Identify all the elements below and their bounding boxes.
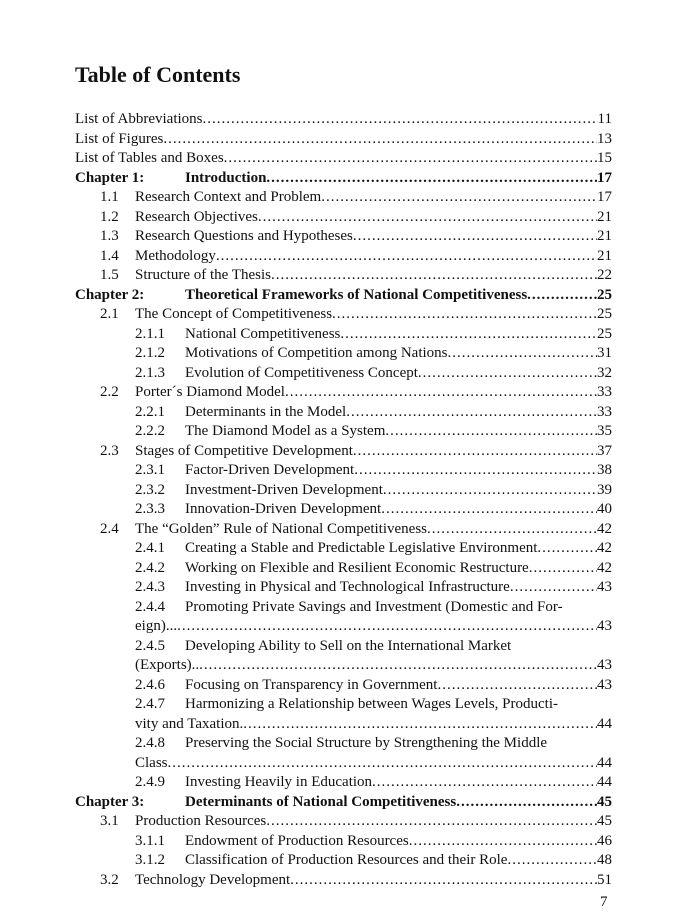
toc-entry-title: Focusing on Transparency in Government xyxy=(185,676,438,693)
toc-entry-number: 2.1 xyxy=(100,306,119,322)
toc-entry[interactable] xyxy=(75,461,612,481)
dot-leader xyxy=(456,793,597,813)
toc-entry-number: 2.3.3 xyxy=(135,501,165,517)
dot-leader xyxy=(372,773,597,793)
toc-entry[interactable] xyxy=(75,793,612,813)
toc-entry-title: Harmonizing a Relationship between Wages Levels, Producti- xyxy=(185,696,559,712)
toc-entry-page: 35 xyxy=(597,423,612,439)
toc-entry-title: National Competitiveness xyxy=(185,325,341,342)
toc-entry-page: 39 xyxy=(597,481,612,498)
toc-entry-page: 33 xyxy=(597,384,612,400)
toc-entry[interactable] xyxy=(75,422,612,442)
page-title: Table of Contents xyxy=(75,62,241,87)
toc-entry-page: 25 xyxy=(597,286,612,303)
toc-entry-title: Stages of Competitive Development xyxy=(135,442,353,459)
toc-entry-title: Production Resources xyxy=(135,813,267,829)
dot-leader xyxy=(340,325,597,345)
toc-entry-page: 15 xyxy=(597,150,612,166)
toc-entry[interactable] xyxy=(75,812,612,832)
toc-entry[interactable] xyxy=(75,442,612,462)
toc-entry-title: Working on Flexible and Resilient Economic Restructure xyxy=(185,559,529,576)
toc-entry-page: 21 xyxy=(597,228,612,244)
dot-leader xyxy=(448,344,598,364)
toc-entry-title: List of Abbreviations xyxy=(75,111,203,127)
toc-entry-number: 2.2.2 xyxy=(135,423,165,439)
toc-entry-number: 2.2 xyxy=(100,384,119,400)
toc-entry-title: Structure of the Thesis xyxy=(135,267,271,283)
toc-entry-title: Developing Ability to Sell on the International Market xyxy=(185,637,512,654)
toc-entry-number: 2.3.1 xyxy=(135,462,165,478)
toc-entry-title: Determinants of National Competitiveness xyxy=(185,793,457,810)
toc-entry-title: Determinants in the Model xyxy=(185,403,347,420)
dot-leader xyxy=(346,403,597,423)
toc-entry-page: 43 xyxy=(597,676,612,693)
page-number: 7 xyxy=(600,894,608,910)
toc-entry-number: 2.4.6 xyxy=(135,676,165,693)
toc-entry-number: 2.4.9 xyxy=(135,774,165,790)
toc-entry-title: List of Tables and Boxes xyxy=(75,150,224,166)
toc-entry-title-continued: (Exports).. xyxy=(135,657,200,673)
toc-entry-page: 25 xyxy=(597,325,612,342)
toc-entry-title: Investing Heavily in Education xyxy=(185,774,373,790)
dot-leader xyxy=(353,442,597,462)
toc-entry-title: Factor-Driven Development xyxy=(185,462,355,478)
toc-entry-page: 42 xyxy=(597,559,612,576)
dot-leader xyxy=(507,851,597,871)
toc-entry[interactable] xyxy=(75,227,612,247)
toc-entry-page: 33 xyxy=(597,403,612,420)
toc-entry[interactable] xyxy=(75,208,612,228)
dot-leader xyxy=(418,364,597,384)
toc-entry[interactable] xyxy=(75,344,612,364)
toc-entry-page: 44 xyxy=(597,715,612,732)
toc-entry-number: 2.4 xyxy=(100,520,119,537)
dot-leader xyxy=(427,520,597,540)
dot-leader xyxy=(381,500,597,520)
toc-entry-title-continued: eign)... xyxy=(135,618,178,634)
toc-entry-title: Classification of Production Resources and their Role xyxy=(185,852,508,868)
toc-entry-continuation[interactable] xyxy=(75,656,612,676)
dot-leader xyxy=(383,481,597,501)
toc-entry-page: 44 xyxy=(597,774,612,790)
toc-entry-page: 17 xyxy=(597,169,612,186)
toc-entry[interactable] xyxy=(75,247,612,267)
toc-entry-page: 42 xyxy=(597,520,612,537)
table-of-contents xyxy=(75,110,612,890)
toc-entry-page: 42 xyxy=(597,540,612,556)
toc-entry[interactable] xyxy=(75,364,612,384)
toc-entry-page: 43 xyxy=(597,579,612,595)
dot-leader xyxy=(332,305,597,325)
dot-leader xyxy=(353,227,597,247)
toc-entry-title: Endowment of Production Resources xyxy=(185,832,409,849)
dot-leader xyxy=(258,208,597,228)
toc-entry-title: Technology Development xyxy=(135,871,291,888)
toc-entry-title: Investment-Driven Development xyxy=(185,481,383,498)
toc-entry-page: 46 xyxy=(597,832,612,849)
toc-entry-title-continued: vity and Taxation. xyxy=(135,715,244,732)
toc-entry[interactable] xyxy=(75,559,612,579)
toc-entry-title: Promoting Private Savings and Investment (Domestic and For- xyxy=(185,598,563,615)
toc-entry-continuation[interactable] xyxy=(75,715,612,735)
toc-entry[interactable] xyxy=(75,169,612,189)
toc-entry-page: 43 xyxy=(597,657,612,673)
toc-entry[interactable] xyxy=(75,286,612,306)
toc-entry[interactable] xyxy=(75,539,612,559)
toc-entry-title: Methodology xyxy=(135,247,216,264)
toc-entry-title: Evolution of Competitiveness Concept xyxy=(185,364,418,381)
toc-entry-title: List of Figures xyxy=(75,130,164,147)
toc-entry-title: The Concept of Competitiveness xyxy=(135,306,333,322)
toc-entry-page: 43 xyxy=(597,618,612,634)
dot-leader xyxy=(203,110,598,130)
toc-entry-number: 2.4.4 xyxy=(135,598,165,615)
toc-entry-number: 2.4.1 xyxy=(135,540,165,556)
dot-leader xyxy=(527,286,597,306)
toc-entry-page: 21 xyxy=(597,247,612,264)
toc-entry-title: Porter´s Diamond Model xyxy=(135,384,285,400)
toc-entry-page: 11 xyxy=(597,111,612,127)
toc-entry-number: 3.1 xyxy=(100,813,119,829)
toc-entry-number: 2.1.3 xyxy=(135,364,165,381)
toc-entry-title: Innovation-Driven Development xyxy=(185,501,382,517)
dot-leader xyxy=(271,266,597,286)
toc-entry-title: Research Objectives xyxy=(135,208,258,225)
toc-entry-page: 25 xyxy=(597,306,612,322)
toc-entry-number: 3.1.1 xyxy=(135,832,165,849)
toc-entry-continuation[interactable] xyxy=(75,617,612,637)
toc-entry-page: 31 xyxy=(597,345,612,361)
toc-entry-number: 1.3 xyxy=(100,228,119,244)
toc-entry-title: Research Questions and Hypotheses xyxy=(135,228,353,244)
dot-leader xyxy=(354,461,597,481)
toc-entry[interactable] xyxy=(75,520,612,540)
toc-entry-page: 38 xyxy=(597,462,612,478)
toc-entry[interactable] xyxy=(75,110,612,130)
toc-entry-page: 21 xyxy=(597,208,612,225)
dot-leader xyxy=(177,617,597,637)
toc-entry-number: 2.2.1 xyxy=(135,403,165,420)
dot-leader xyxy=(266,169,597,189)
toc-entry-title: Theoretical Frameworks of National Competitiveness xyxy=(185,286,528,303)
dot-leader xyxy=(243,715,597,735)
toc-entry-number: 1.2 xyxy=(100,208,119,225)
toc-entry-number: 3.1.2 xyxy=(135,852,165,868)
toc-entry-continuation[interactable] xyxy=(75,754,612,774)
toc-entry-page: 45 xyxy=(597,793,612,810)
dot-leader xyxy=(199,656,597,676)
dot-leader xyxy=(168,754,597,774)
toc-entry[interactable] xyxy=(75,383,612,403)
toc-entry-title: Research Context and Problem xyxy=(135,189,322,205)
toc-entry-number: Chapter 2: xyxy=(75,286,145,303)
toc-entry[interactable] xyxy=(75,481,612,501)
toc-entry-page: 32 xyxy=(597,364,612,381)
toc-entry-number: 2.3 xyxy=(100,442,119,459)
toc-entry-number: 1.1 xyxy=(100,189,119,205)
toc-entry-number: 2.1.1 xyxy=(135,325,165,342)
toc-entry-title: Preserving the Social Structure by Strengthening the Middle xyxy=(185,735,548,751)
toc-entry[interactable] xyxy=(75,773,612,793)
dot-leader xyxy=(266,812,597,832)
dot-leader xyxy=(216,247,597,267)
toc-entry[interactable] xyxy=(75,676,612,696)
dot-leader xyxy=(321,188,597,208)
toc-entry-title: The Diamond Model as a System xyxy=(185,423,386,439)
toc-entry-page: 51 xyxy=(597,871,612,888)
toc-entry-title: Investing in Physical and Technological Infrastructure xyxy=(185,579,510,595)
toc-entry[interactable] xyxy=(75,188,612,208)
dot-leader xyxy=(510,578,597,598)
toc-entry[interactable] xyxy=(75,851,612,871)
toc-entry-page: 44 xyxy=(597,754,612,771)
toc-entry-number: 2.4.8 xyxy=(135,735,165,751)
toc-entry-page: 48 xyxy=(597,852,612,868)
toc-entry-title: Motivations of Competition among Nations xyxy=(185,345,448,361)
dot-leader xyxy=(224,149,597,169)
toc-entry-number: 3.2 xyxy=(100,871,119,888)
toc-entry-title: Introduction xyxy=(185,169,267,186)
toc-entry-number: 1.5 xyxy=(100,267,119,283)
toc-entry-number: Chapter 3: xyxy=(75,793,145,810)
toc-entry[interactable] xyxy=(75,325,612,345)
toc-entry[interactable] xyxy=(75,305,612,325)
dot-leader xyxy=(437,676,597,696)
toc-entry-page: 22 xyxy=(597,267,612,283)
toc-entry[interactable] xyxy=(75,578,612,598)
toc-entry-number: Chapter 1: xyxy=(75,169,145,186)
toc-entry[interactable] xyxy=(75,403,612,423)
toc-entry[interactable] xyxy=(75,598,612,618)
toc-entry-page: 45 xyxy=(597,813,612,829)
toc-entry-title-continued: Class xyxy=(135,754,168,771)
toc-entry[interactable] xyxy=(75,149,612,169)
toc-entry-page: 13 xyxy=(597,130,612,147)
toc-entry-number: 2.3.2 xyxy=(135,481,165,498)
dot-leader xyxy=(163,130,597,150)
toc-entry-page: 37 xyxy=(597,442,612,459)
toc-entry-title: Creating a Stable and Predictable Legislative Environment xyxy=(185,540,538,556)
toc-entry-number: 2.4.3 xyxy=(135,579,165,595)
toc-entry[interactable] xyxy=(75,695,612,715)
toc-entry[interactable] xyxy=(75,734,612,754)
toc-entry-title: The “Golden” Rule of National Competitiveness xyxy=(135,520,428,537)
dot-leader xyxy=(409,832,597,852)
toc-entry-number: 1.4 xyxy=(100,247,119,264)
toc-entry-number: 2.4.5 xyxy=(135,637,165,654)
toc-entry[interactable] xyxy=(75,266,612,286)
dot-leader xyxy=(529,559,597,579)
dot-leader xyxy=(385,422,597,442)
toc-entry[interactable] xyxy=(75,871,612,891)
toc-entry-number: 2.4.2 xyxy=(135,559,165,576)
dot-leader xyxy=(285,383,597,403)
toc-entry[interactable] xyxy=(75,637,612,657)
toc-entry[interactable] xyxy=(75,500,612,520)
toc-entry-number: 2.1.2 xyxy=(135,345,165,361)
dot-leader xyxy=(537,539,597,559)
dot-leader xyxy=(290,871,597,891)
toc-entry-page: 40 xyxy=(597,501,612,517)
toc-entry[interactable] xyxy=(75,130,612,150)
toc-entry[interactable] xyxy=(75,832,612,852)
toc-entry-number: 2.4.7 xyxy=(135,696,165,712)
toc-entry-page: 17 xyxy=(597,189,612,205)
